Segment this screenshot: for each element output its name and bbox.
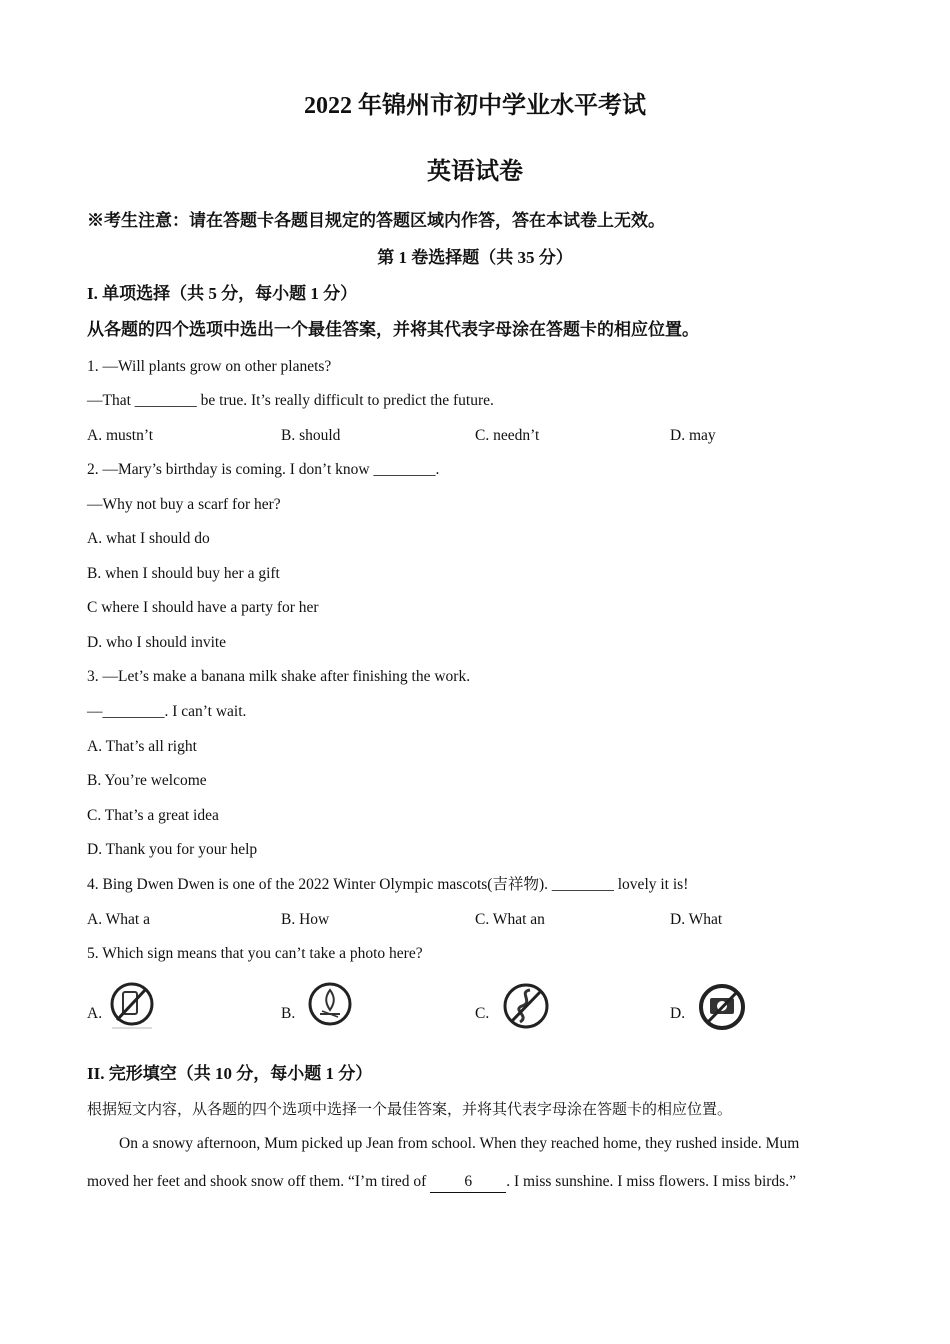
q2-option-d: D. who I should invite xyxy=(87,634,227,651)
no-snake-sign-icon xyxy=(500,980,552,1032)
passage-line-1: On a snowy afternoon, Mum picked up Jean from school. When they reached home, they rushed inside. Mum xyxy=(119,1135,800,1152)
q5-option-c: C. xyxy=(475,1005,490,1022)
exam-title: 2022 年锦州市初中学业水平考试 xyxy=(304,93,646,119)
q1-option-d: D. may xyxy=(670,427,716,444)
q5-option-b: B. xyxy=(281,1005,296,1022)
exam-notice: ※考生注意：请在答题卡各题目规定的答题区域内作答，答在本试卷上无效。 xyxy=(87,211,665,230)
q1-question: 1. —Will plants grow on other planets? xyxy=(87,358,332,375)
q2-option-a: A. what I should do xyxy=(87,530,210,547)
section1-heading: I. 单项选择（共 5 分，每小题 1 分） xyxy=(87,284,358,303)
q2-response: —Why not buy a scarf for her? xyxy=(87,496,281,513)
section1-instruction: 从各题的四个选项中选出一个最佳答案，并将其代表字母涂在答题卡的相应位置。 xyxy=(87,320,699,339)
no-camera-sign-icon xyxy=(696,980,748,1032)
q2-question: 2. —Mary’s birthday is coming. I don’t know ________. xyxy=(87,461,440,478)
q1-option-a: A. mustn’t xyxy=(87,427,154,444)
q2-option-c: C where I should have a party for her xyxy=(87,599,319,616)
q3-option-c: C. That’s a great idea xyxy=(87,807,219,824)
q4-question: 4. Bing Dwen Dwen is one of the 2022 Winter Olympic mascots(吉祥物). ________ lovely it is! xyxy=(87,876,689,893)
q3-response: —________. I can’t wait. xyxy=(87,703,247,720)
campfire-sign-icon xyxy=(304,980,356,1032)
q4-option-c: C. What an xyxy=(475,911,545,928)
q3-option-b: B. You’re welcome xyxy=(87,772,207,789)
q5-option-a: A. xyxy=(87,1005,103,1022)
q2-option-b: B. when I should buy her a gift xyxy=(87,565,280,582)
q5-option-d: D. xyxy=(670,1005,686,1022)
q4-option-a: A. What a xyxy=(87,911,150,928)
q3-option-d: D. Thank you for your help xyxy=(87,841,258,858)
exam-subtitle: 英语试卷 xyxy=(427,159,523,185)
passage-line-2 xyxy=(87,1172,796,1193)
volume-heading: 第 1 卷选择题（共 35 分） xyxy=(377,248,573,267)
section2-instruction: 根据短文内容，从各题的四个选项中选择一个最佳答案，并将其代表字母涂在答题卡的相应位置。 xyxy=(87,1102,733,1118)
q4-option-b: B. How xyxy=(281,911,330,928)
q4-option-d: D. What xyxy=(670,911,723,928)
cloze-blank-6: 6 xyxy=(430,1172,506,1193)
passage-line-2-start: moved her feet and shook snow off them. “I’m tired of xyxy=(87,1173,431,1190)
q1-option-c: C. needn’t xyxy=(475,427,540,444)
q3-option-a: A. That’s all right xyxy=(87,738,197,755)
q5-question: 5. Which sign means that you can’t take a photo here? xyxy=(87,945,423,962)
q1-option-b: B. should xyxy=(281,427,341,444)
no-phone-sign-icon xyxy=(106,980,158,1032)
section2-heading: II. 完形填空（共 10 分，每小题 1 分） xyxy=(87,1064,373,1083)
q1-response: —That ________ be true. It’s really difficult to predict the future. xyxy=(87,392,494,409)
q3-question: 3. —Let’s make a banana milk shake after finishing the work. xyxy=(87,668,471,685)
passage-line-2-end: . I miss sunshine. I miss flowers. I miss birds.” xyxy=(506,1173,796,1190)
